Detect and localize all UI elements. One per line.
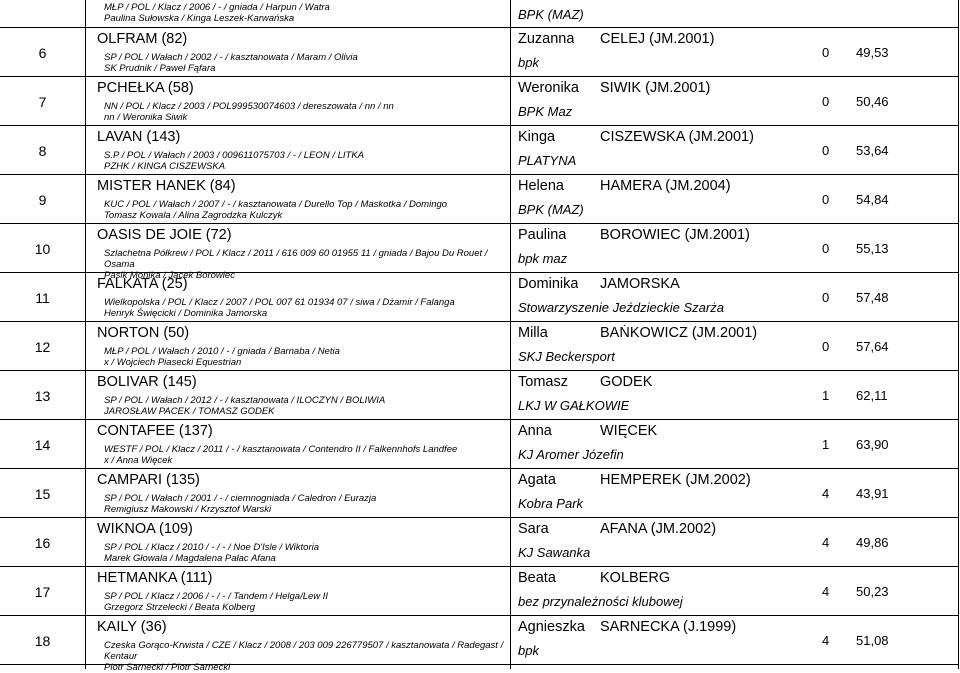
rider-last-name: WIĘCEK	[600, 423, 658, 439]
horse-name: WIKNOA (109)	[97, 521, 193, 537]
table-row	[0, 28, 958, 77]
rider-last-name: SIWIK (JM.2001)	[600, 80, 711, 96]
time: 62,11	[856, 388, 888, 403]
horse-name: CONTAFEE (137)	[97, 423, 213, 439]
club-name: BPK Maz	[518, 104, 573, 119]
time: 50,46	[856, 94, 889, 109]
horse-name: CAMPARI (135)	[97, 472, 200, 488]
horse-details: KUC / POL / Wałach / 2007 / - / kasztanowata / Durello Top / Maskotka / Domingo Tomasz Kowala / Alina Zagrodzka Kulczyk	[104, 199, 448, 221]
time: 57,48	[856, 290, 889, 305]
table-row	[0, 77, 958, 126]
club-name: SKJ Beckersport	[518, 349, 615, 364]
place-number: 16	[34, 535, 51, 551]
horse-details: S.P / POL / Wałach / 2003 / 009611075703 / - / LEON / LITKA PZHK / KINGA CISZEWSKA	[104, 150, 364, 172]
rider-first-name: Tomasz	[518, 374, 568, 390]
place-number: 8	[38, 143, 47, 159]
horse-details: Wielkopolska / POL / Klacz / 2007 / POL 007 61 01934 07 / siwa / Dżamir / Falanga Henryk Święcicki / Dominika Jamorska	[104, 297, 455, 319]
rider-first-name: Agnieszka	[518, 619, 585, 635]
table-row	[0, 469, 958, 518]
horse-details: MŁP / POL / Klacz / 2006 / - / gniada / Harpun / Watra Paulina Sułowska / Kinga Leszek-Karwańska	[104, 2, 330, 24]
horse-name: KAILY (36)	[97, 619, 167, 635]
club-name: LKJ W GAŁKOWIE	[518, 398, 630, 413]
rider-first-name: Beata	[518, 570, 556, 586]
penalties: 0	[822, 143, 830, 158]
place-number: 7	[38, 94, 47, 110]
place-number: 6	[38, 45, 47, 61]
table-row	[0, 616, 958, 673]
horse-details: Czeska Gorąco-Krwista / CZE / Klacz / 2008 / 203 009 226779507 / kasztanowata / Radegast / Kentaur Piotr Sarnecki / Piotr Sarnecki	[104, 640, 504, 673]
divider	[958, 0, 959, 669]
rider-last-name: KOLBERG	[600, 570, 671, 586]
table-row	[0, 567, 958, 616]
rider-first-name: Anna	[518, 423, 552, 439]
rider-first-name: Helena	[518, 178, 564, 194]
horse-details: WESTF / POL / Klacz / 2011 / - / kasztanowata / Contendro II / Falkennhofs Landfee x / Anna Więcek	[104, 444, 458, 466]
time: 49,86	[856, 535, 889, 550]
rider-first-name: Zuzanna	[518, 31, 575, 47]
table-row	[0, 518, 958, 567]
place-number: 17	[34, 584, 51, 600]
penalties: 1	[822, 388, 830, 403]
club-name: bez przynależności klubowej	[518, 594, 683, 609]
penalties: 4	[822, 584, 830, 599]
time: 50,23	[856, 584, 889, 599]
horse-details: SP / POL / Wałach / 2002 / - / kasztanowata / Maram / Olivia SK Prudnik / Paweł Fąfara	[104, 52, 358, 74]
penalties: 0	[822, 290, 830, 305]
table-row	[0, 224, 958, 281]
rider-last-name: BOROWIEC (JM.2001)	[600, 227, 750, 243]
club-name: KJ Sawanka	[518, 545, 591, 560]
club-name: BPK (MAZ)	[518, 7, 584, 22]
club-name: PLATYNA	[518, 153, 577, 168]
divider	[510, 0, 511, 669]
club-name: KJ Aromer Józefin	[518, 447, 624, 462]
horse-name: LAVAN (143)	[97, 129, 181, 145]
penalties: 4	[822, 486, 830, 501]
table-row	[0, 420, 958, 469]
place-number: 10	[34, 241, 51, 257]
place-number: 14	[34, 437, 51, 453]
rider-first-name: Agata	[518, 472, 556, 488]
rider-first-name: Dominika	[518, 276, 579, 292]
table-row	[0, 273, 958, 322]
place-number: 15	[34, 486, 51, 502]
place-number: 13	[34, 388, 51, 404]
rider-last-name: CELEJ (JM.2001)	[600, 31, 715, 47]
rider-last-name: AFANA (JM.2002)	[600, 521, 717, 537]
rider-last-name: HAMERA (JM.2004)	[600, 178, 731, 194]
time: 51,08	[856, 633, 889, 648]
penalties: 1	[822, 437, 830, 452]
horse-name: FALKATA (25)	[97, 276, 188, 292]
horse-name: BOLIVAR (145)	[97, 374, 197, 390]
time: 55,13	[856, 241, 889, 256]
horse-name: MISTER HANEK (84)	[97, 178, 236, 194]
penalties: 4	[822, 535, 830, 550]
time: 54,84	[856, 192, 889, 207]
horse-details: Szlachetna Półkrew / POL / Klacz / 2011 / 616 009 60 01955 11 / gniada / Bajou Du Rouet / Osama Pasik Monika / Jacek Borowiec	[104, 248, 488, 281]
penalties: 0	[822, 94, 830, 109]
rider-last-name: HEMPEREK (JM.2002)	[600, 472, 751, 488]
penalties: 0	[822, 339, 830, 354]
divider	[85, 0, 86, 669]
rider-last-name: BAŃKOWICZ (JM.2001)	[600, 325, 758, 341]
rider-first-name: Sara	[518, 521, 549, 537]
club-name: Kobra Park	[518, 496, 584, 511]
penalties: 4	[822, 633, 830, 648]
horse-name: HETMANKA (111)	[97, 570, 213, 586]
club-name: bpk	[518, 643, 539, 658]
rider-first-name: Kinga	[518, 129, 556, 145]
time: 49,53	[856, 45, 889, 60]
time: 53,64	[856, 143, 889, 158]
horse-name: OASIS DE JOIE (72)	[97, 227, 232, 243]
horse-details: SP / POL / Wałach / 2012 / - / kasztanowata / ILOCZYN / BOLIWIA JAROSŁAW PACEK / TOMASZ GODEK	[104, 395, 386, 417]
horse-details: SP / POL / Wałach / 2001 / - / ciemnogniada / Caledron / Eurazja Remigiusz Makowski / Krzysztof Warski	[104, 493, 377, 515]
horse-details: SP / POL / Klacz / 2006 / - / - / Tandem / Helga/Lew II Grzegorz Strzelecki / Beata Kolberg	[104, 591, 329, 613]
horse-name: OLFRAM (82)	[97, 31, 188, 47]
penalties: 0	[822, 241, 830, 256]
time: 43,91	[856, 486, 889, 501]
table-row	[0, 175, 958, 224]
horse-details: MŁP / POL / Wałach / 2010 / - / gniada / Barnaba / Netia x / Wojciech Piasecki Equestrian	[104, 346, 340, 368]
club-name: bpk maz	[518, 251, 568, 266]
rider-first-name: Milla	[518, 325, 548, 341]
rider-last-name: GODEK	[600, 374, 653, 390]
place-number: 11	[35, 290, 50, 306]
horse-details: NN / POL / Klacz / 2003 / POL999530074603 / dereszowata / nn / nn nn / Weronika Siwik	[104, 101, 394, 123]
penalties: 0	[822, 192, 830, 207]
table-row	[0, 322, 958, 371]
table-row	[0, 126, 958, 175]
time: 63,90	[856, 437, 889, 452]
club-name: BPK (MAZ)	[518, 202, 584, 217]
horse-name: NORTON (50)	[97, 325, 190, 341]
rider-first-name: Paulina	[518, 227, 567, 243]
rider-last-name: SARNECKA (J.1999)	[600, 619, 737, 635]
penalties: 0	[822, 45, 830, 60]
place-number: 9	[38, 192, 47, 208]
table-row	[0, 371, 958, 420]
place-number: 18	[34, 633, 51, 649]
rider-last-name: JAMORSKA	[600, 276, 680, 292]
horse-details: SP / POL / Klacz / 2010 / - / - / Noe D'Isle / Wiktoria Marek Głowala / Magdalena Pałac Afana	[104, 542, 320, 564]
club-name: Stowarzyszenie Jeździeckie Szarża	[518, 300, 724, 315]
horse-name: PCHEŁKA (58)	[97, 80, 194, 96]
place-number: 12	[34, 339, 51, 355]
table-row-partial	[0, 0, 958, 28]
time: 57,64	[856, 339, 889, 354]
rider-last-name: CISZEWSKA (JM.2001)	[600, 129, 754, 145]
rider-first-name: Weronika	[518, 80, 579, 96]
club-name: bpk	[518, 55, 539, 70]
